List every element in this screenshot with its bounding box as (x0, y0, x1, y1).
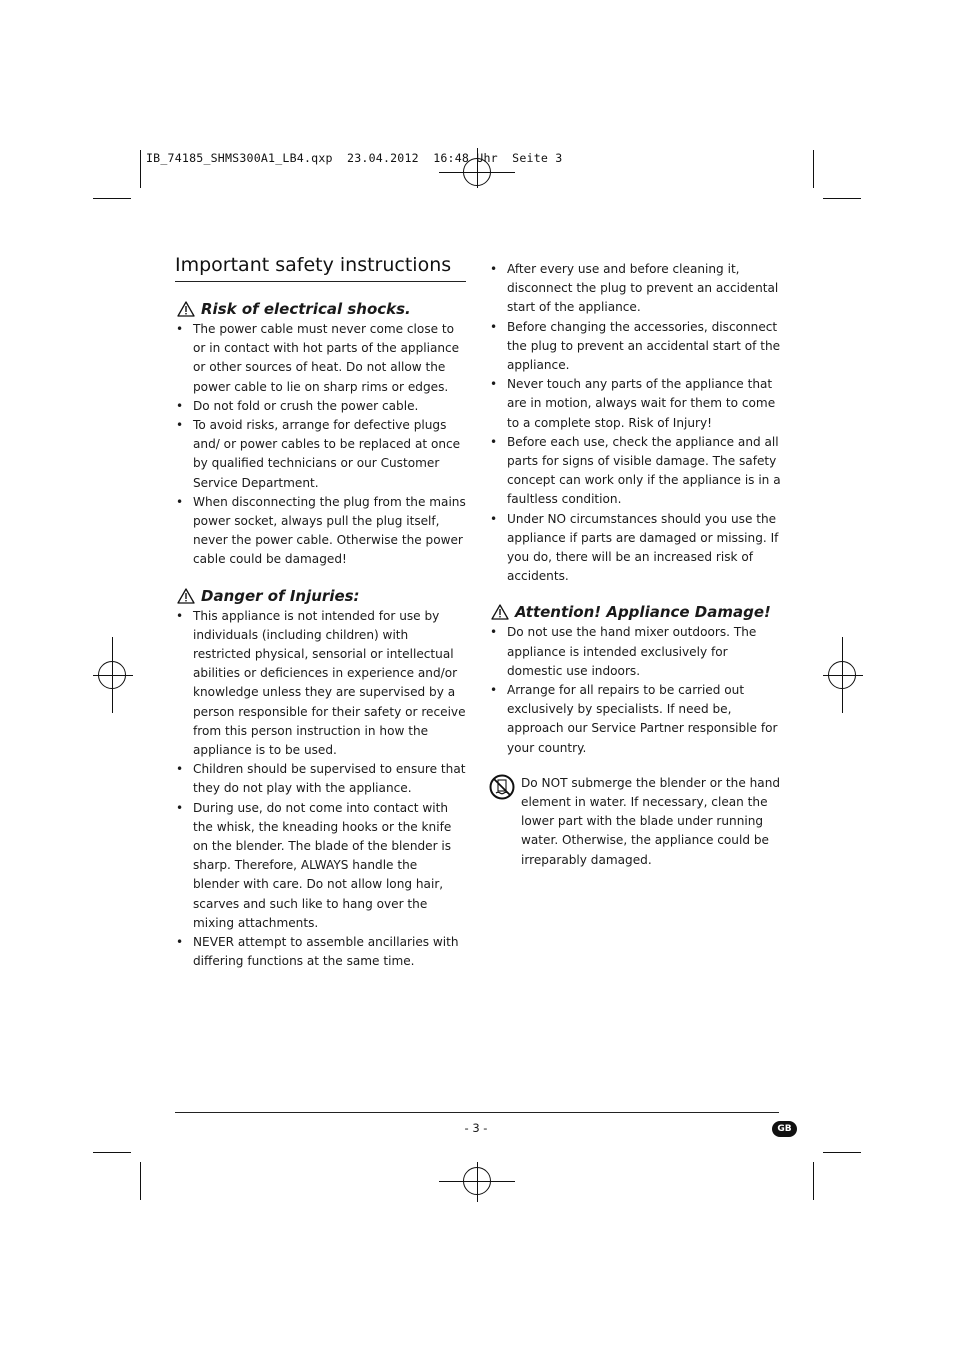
list-item: • Before changing the accessories, disconnect the plug to prevent an accidental start of the appliance. (489, 318, 781, 376)
crop-mark (813, 1162, 814, 1200)
list-item: • Never touch any parts of the appliance that are in motion, always wait for them to come to a complete stop. Risk of Injury! (489, 375, 781, 433)
list-item: • After every use and before cleaning it, disconnect the plug to prevent an accidental start of the appliance. (489, 260, 781, 318)
page-number: - 3 - (464, 1121, 488, 1135)
section-heading (491, 602, 781, 622)
list-item: • Before each use, check the appliance and all parts for signs of visible damage. The safety concept can work only if the appliance is in a faultless condition. (489, 433, 781, 510)
right-column (489, 260, 781, 870)
print-slug: IB_74185_SHMS300A1_LB4.qxp 23.04.2012 16:48 Uhr Seite 3 (146, 151, 563, 165)
warning-triangle-icon (491, 604, 509, 620)
list-item: • During use, do not come into contact with the whisk, the kneading hooks or the knife on the blender. The blade of the blender is sharp. Therefore, ALWAYS handle the blender with care. Do not allow long hair, scarves and such like to hang over the mixing attachments. (175, 799, 467, 933)
list-item: • To avoid risks, arrange for defective plugs and/ or power cables to be replaced at once by qualified technicians or our Customer Service Department. (175, 416, 467, 493)
section-heading-text: Attention! Appliance Damage! (515, 603, 771, 622)
notice-text: Do NOT submerge the blender or the hand element in water. If necessary, clean the lower part with the blade under running water. Otherwise, the appliance could be irreparably damaged. (521, 775, 781, 867)
list-item: • Do not use the hand mixer outdoors. The appliance is intended exclusively for domestic use indoors. (489, 623, 781, 681)
no-water-immersion-icon (489, 774, 515, 800)
warning-triangle-icon (177, 301, 195, 317)
no-submerge-notice (489, 774, 781, 870)
crop-mark (813, 150, 814, 188)
list-item: • Do not fold or crush the power cable. (175, 397, 467, 416)
language-badge: GB (772, 1121, 797, 1137)
list-item: • NEVER attempt to assemble ancillaries with differing functions at the same time. (175, 933, 467, 971)
list-item: • This appliance is not intended for use by individuals (including children) with restricted physical, sensorial or intellectual abilities or deficiences in experience and/or knowledge unless they are supervised by a person responsible for their safety or receive from this person instruction in how the appliance is to be used. (175, 607, 467, 761)
section-heading (177, 586, 467, 606)
list-item: • Children should be supervised to ensure that they do not play with the appliance. (175, 760, 467, 798)
registration-mark (463, 1167, 491, 1195)
crop-mark (93, 1152, 131, 1153)
registration-mark (828, 661, 856, 689)
warning-triangle-icon (177, 588, 195, 604)
left-column (175, 299, 467, 972)
list-item: • Under NO circumstances should you use the appliance if parts are damaged or missing. If you do, there will be an increased risk of accidents. (489, 510, 781, 587)
list-item: • The power cable must never come close to or in contact with hot parts of the appliance or other sources of heat. Do not allow the power cable to lie on sharp rims or edges. (175, 320, 467, 397)
crop-mark (823, 198, 861, 199)
bullet-list (175, 320, 467, 570)
registration-mark (98, 661, 126, 689)
list-item: • Arrange for all repairs to be carried out exclusively by specialists. If need be, approach our Service Partner responsible for your country. (489, 681, 781, 758)
bullet-list (175, 607, 467, 972)
page-title: Important safety instructions (175, 254, 466, 282)
crop-mark (823, 1152, 861, 1153)
section-heading-text: Risk of electrical shocks. (201, 300, 411, 318)
crop-mark (140, 1162, 141, 1200)
section-heading-text: Danger of Injuries: (201, 586, 360, 605)
list-item: • When disconnecting the plug from the mains power socket, always pull the plug itself, never the power cable. Otherwise the power cable could be damaged! (175, 493, 467, 570)
crop-mark (140, 150, 141, 188)
bullet-list (489, 260, 781, 586)
crop-mark (93, 198, 131, 199)
footer-rule (175, 1112, 779, 1113)
section-heading (177, 299, 467, 319)
bullet-list (489, 623, 781, 757)
